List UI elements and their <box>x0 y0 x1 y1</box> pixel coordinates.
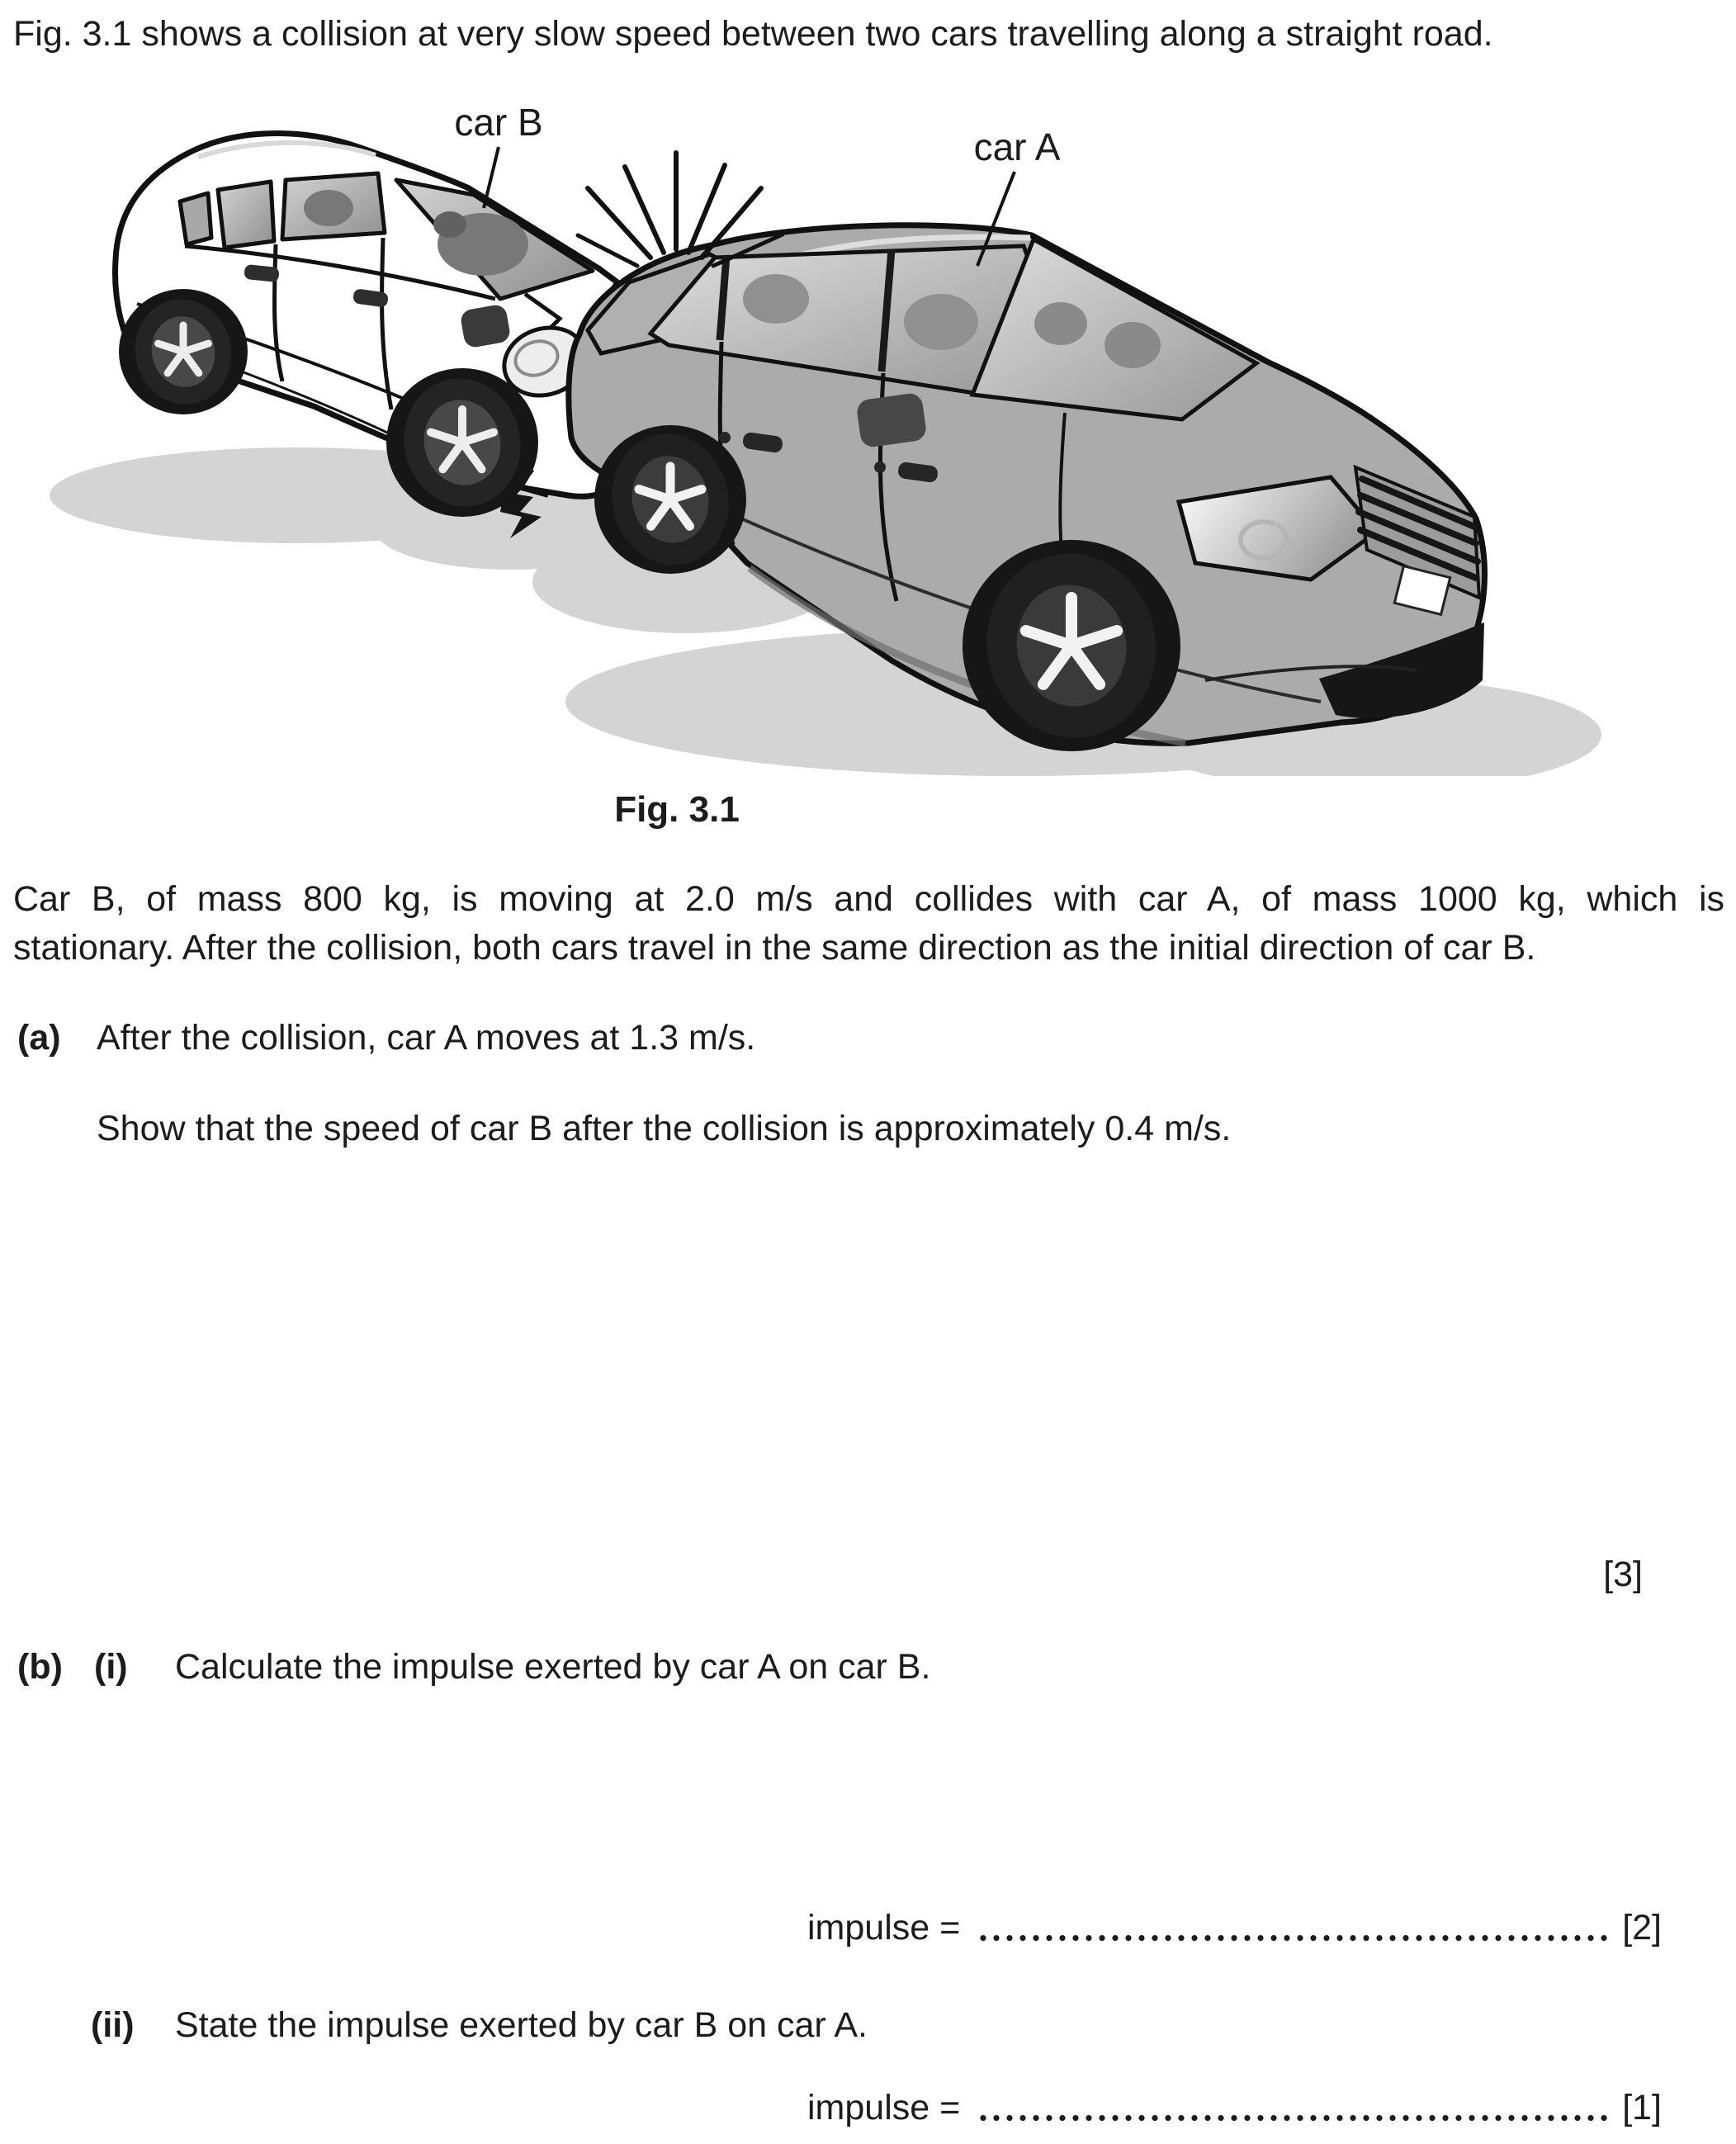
part-b-ii-marks: [1] <box>1622 2088 1662 2127</box>
impulse-label: impulse = <box>807 1908 961 1948</box>
car-a-mirror <box>855 392 927 449</box>
impulse-label: impulse = <box>807 2088 961 2127</box>
part-b-ii-row <box>0 2004 1736 2047</box>
problem-statement <box>13 875 1724 973</box>
part-a-instruction: Show that the speed of car B after the collision is approximately 0.4 m/s. <box>97 1109 1232 1148</box>
part-b-i-text: Calculate the impulse exerted by car A on car B. <box>175 1647 931 1687</box>
answer-dotted-line <box>977 2114 1607 2122</box>
statement-line-1: Car B, of mass 800 kg, is moving at 2.0 m/s and collides with car A, of mass 1000 kg, which is <box>13 879 1724 919</box>
figure-caption: Fig. 3.1 <box>614 789 740 830</box>
part-b-i-marks: [2] <box>1622 1908 1662 1948</box>
part-b-i-label: (i) <box>94 1647 128 1687</box>
answer-row-b-ii <box>807 2085 1662 2128</box>
answer-dotted-line <box>977 1934 1607 1942</box>
intro-text: Fig. 3.1 shows a collision at very slow speed between two cars travelling along a straight road. <box>13 14 1493 54</box>
part-a-text: After the collision, car A moves at 1.3 m/s. <box>97 1018 756 1058</box>
part-b-label: (b) <box>17 1647 63 1687</box>
car-a-label: car A <box>973 125 1061 168</box>
part-b-ii-text: State the impulse exerted by car B on car A. <box>175 2005 868 2045</box>
statement-line-2: stationary. After the collision, both cars travel in the same direction as the initial direction of car B. <box>13 928 1536 968</box>
car-b-label: car B <box>454 101 543 144</box>
car-b-rear-wheel <box>119 289 248 414</box>
answer-row-b-i <box>807 1905 1662 1948</box>
part-b-i-row <box>0 1646 1736 1689</box>
part-a-row <box>0 1017 1736 1060</box>
part-a-label: (a) <box>17 1018 61 1058</box>
part-a-marks: [3] <box>1603 1555 1643 1594</box>
impact-flash-icon <box>578 153 783 266</box>
part-b-ii-label: (ii) <box>91 2005 135 2045</box>
figure-illustration <box>0 50 1736 776</box>
